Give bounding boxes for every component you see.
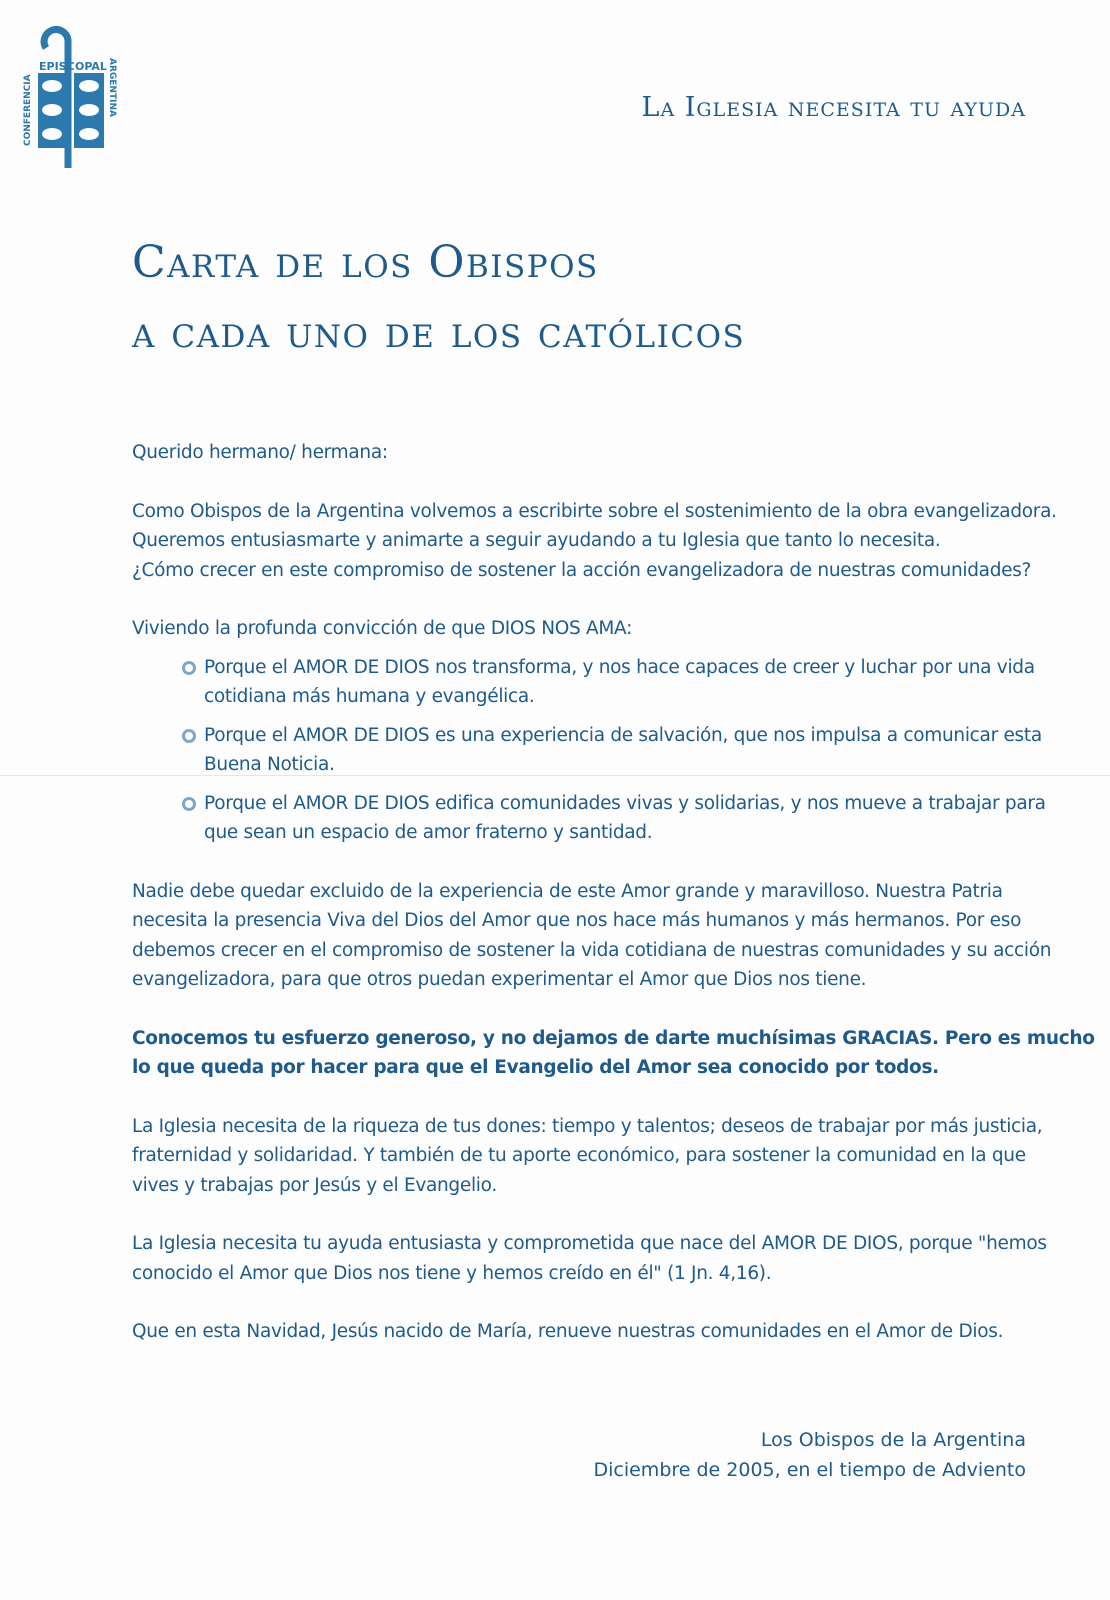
signature-date: Diciembre de 2005, en el tiempo de Adviento [593,1458,1026,1481]
text-line: conocido el Amor que Dios nos tiene y hemos creído en él" (1 Jn. 4,16). [132,1262,772,1284]
text-line: Como Obispos de la Argentina volvemos a escribirte sobre el sostenimiento de la obra evangelizadora. [132,500,1057,522]
list-item [182,721,1042,780]
text-line: Nadie debe quedar excluido de la experiencia de este Amor grande y maravilloso. Nuestra Patria [132,880,1003,902]
svg-text:OPAL: OPAL [75,60,107,73]
circle-bullet-icon [182,729,196,743]
svg-text:CONFERENCIA: CONFERENCIA [23,74,33,146]
text-line: Queremos entusiasmarte y animarte a seguir ayudando a tu Iglesia que tanto lo necesita. [132,530,941,551]
circle-bullet-icon [182,661,196,675]
text-line: cotidiana más humana y evangélica. [204,686,535,707]
signature-author: Los Obispos de la Argentina [760,1429,1026,1451]
text-line: lo que queda por hacer para que el Evangelio del Amor sea conocido por todos. [132,1057,939,1078]
text-line: que sean un espacio de amor fraterno y santidad. [204,822,653,843]
signature [593,1426,1026,1485]
conferencia-episcopal-logo [18,18,128,173]
text-line: Porque el AMOR DE DIOS es una experiencia de salvación, que nos impulsa a comunicar esta [204,724,1042,746]
text-line: La Iglesia necesita de la riqueza de tus dones: tiempo y talentos; deseos de trabajar por más justicia, [132,1115,1043,1137]
text-line: Que en esta Navidad, Jesús nacido de María, renueve nuestras comunidades en el Amor de Dios. [132,1321,1004,1342]
letter-title [132,228,745,368]
list-item [182,789,1046,848]
paragraph-3-bold [132,1024,1095,1083]
text-line: necesita la presencia Viva del Dios del Amor que nos hace más humanos y más hermanos. Por eso [132,910,1022,931]
paragraph-4 [132,1112,1043,1201]
svg-text:EPISC: EPISC [39,60,75,73]
paragraph-2 [132,877,1052,995]
text-line: Conocemos tu esfuerzo generoso, y no dejamos de darte muchísimas GRACIAS. Pero es mucho [132,1027,1095,1049]
text-line: evangelizadora, para que otros puedan experimentar el Amor que Dios nos tiene. [132,969,867,990]
greeting: Querido hermano/ hermana: [132,442,388,463]
text-line: Porque el AMOR DE DIOS edifica comunidades vivas y solidarias, y nos mueve a trabajar para [204,792,1046,814]
title-line: a cada uno de los católicos [132,307,746,358]
list-intro: Viviendo la profunda convicción de que DIOS NOS AMA: [132,618,633,639]
text-line: ¿Cómo crecer en este compromiso de sostener la acción evangelizadora de nuestras comunidades? [132,559,1032,581]
text-line: vives y trabajas por Jesús y el Evangelio. [132,1174,497,1196]
title-line: Carta de los Obispos [132,237,599,288]
text-line: fraternidad y solidaridad. Y también de tu aporte económico, para sostener la comunidad en la que [132,1145,1026,1166]
paragraph-1 [132,497,1057,586]
text-line: La Iglesia necesita tu ayuda entusiasta y comprometida que nace del AMOR DE DIOS, porque "hemos [132,1233,1047,1254]
paragraph-5 [132,1229,1047,1288]
header-tagline: La Iglesia necesita tu ayuda [641,92,1026,123]
bullet-list [132,653,1046,848]
circle-bullet-icon [182,797,196,811]
text-line: Buena Noticia. [204,754,335,775]
paragraph-6 [132,1317,1032,1347]
text-line: Porque el AMOR DE DIOS nos transforma, y nos hace capaces de creer y luchar por una vida [204,656,1035,678]
text-line: debemos crecer en el compromiso de sostener la vida cotidiana de nuestras comunidades y su acción [132,939,1052,961]
list-item [182,653,1035,712]
svg-text:ARGENTINA: ARGENTINA [107,58,117,117]
letter-body [132,438,1095,1376]
